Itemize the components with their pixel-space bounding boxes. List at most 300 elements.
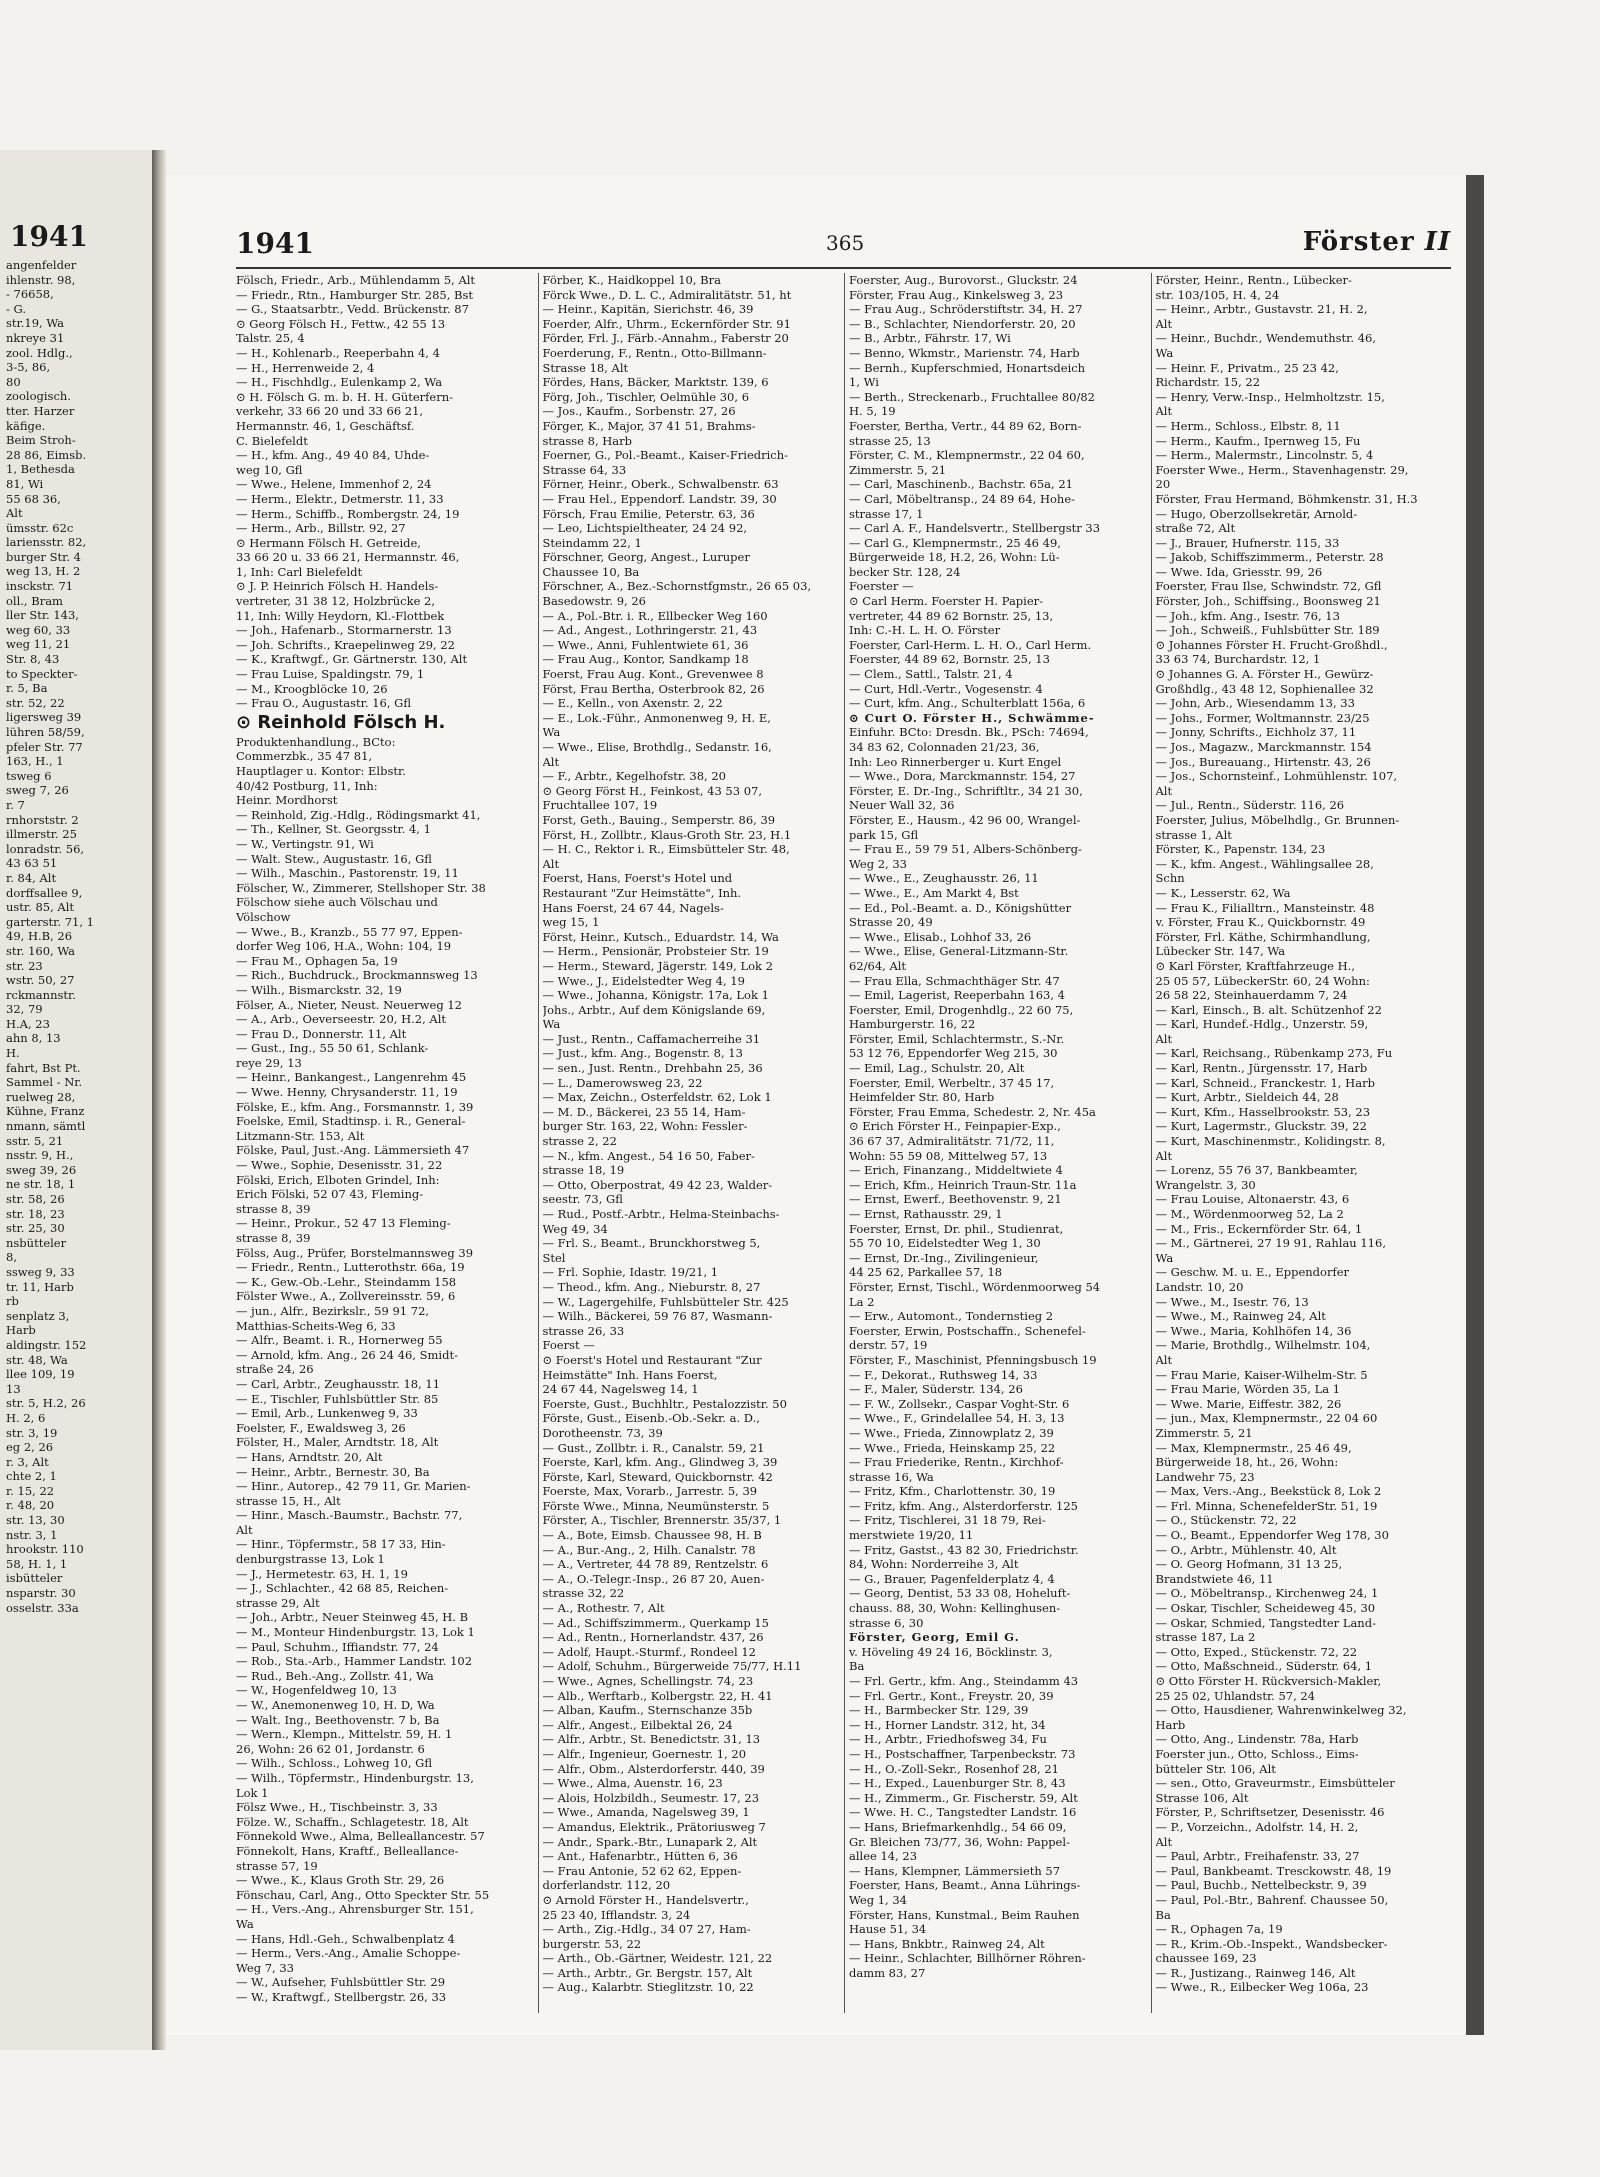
left-page-line: weg 60, 33 <box>6 622 71 637</box>
directory-entry: Förster, C. M., Klempnermstr., 22 04 60, <box>849 448 1085 463</box>
left-page-line: hrookstr. 110 <box>6 1542 84 1557</box>
directory-entry: Inh: Leo Rinnerberger u. Kurt Engel <box>849 754 1062 769</box>
directory-entry: — Kurt, Arbtr., Sieldeich 44, 28 <box>1155 1090 1339 1105</box>
directory-entry: — John, Arb., Wiesendamm 13, 33 <box>1155 696 1355 711</box>
directory-entry: Först, H., Zollbtr., Klaus-Groth Str. 23, H.1 <box>542 827 792 842</box>
left-page-line: nmann, sämtl <box>6 1119 86 1134</box>
directory-entry: — Ernst, Rathausstr. 29, 1 <box>849 1207 1003 1221</box>
directory-entry: — Hans, Hdl.-Geh., Schwalbenplatz 4 <box>236 1931 455 1946</box>
directory-entry: derstr. 57, 19 <box>849 1338 928 1353</box>
left-page-line: 3-5, 86, <box>6 360 51 375</box>
directory-entry: — Lorenz, 55 76 37, Bankbeamter, <box>1155 1163 1358 1178</box>
directory-entry: Schn <box>1155 871 1185 886</box>
directory-entry: — Carl, Maschinenb., Bachstr. 65a, 21 <box>849 477 1073 492</box>
left-page-line: tsweg 6 <box>6 768 52 783</box>
directory-entry: ⊙ Reinhold Fölsch H. <box>236 711 446 733</box>
left-page-line: 80 <box>6 374 21 389</box>
directory-entry: 40/42 Postburg, 11, Inh: <box>236 778 378 793</box>
left-page-line: isbütteler <box>6 1571 63 1586</box>
left-page-line: 8, <box>6 1250 17 1265</box>
directory-entry: — Alois, Holzbildh., Seumestr. 17, 23 <box>542 1790 760 1805</box>
directory-entry: — G., Brauer, Pagenfelderplatz 4, 4 <box>849 1571 1055 1586</box>
left-page-line: Sammel - Nr. <box>6 1075 83 1090</box>
directory-entry: — Carl G., Klempnermstr., 25 46 49, <box>849 535 1061 550</box>
left-page-line: senplatz 3, <box>6 1308 70 1323</box>
directory-entry: ⊙ Carl Herm. Foerster H. Papier- <box>849 594 1044 609</box>
directory-entry: Basedowstr. 9, 26 <box>542 594 646 609</box>
directory-entry: — Hans, Klempner, Lämmersieth 57 <box>849 1863 1061 1878</box>
directory-entry: — Otto, Oberpostrat, 49 42 23, Walder- <box>542 1177 773 1192</box>
directory-entry: — H., Vers.-Ang., Ahrensburger Str. 151, <box>236 1902 474 1917</box>
directory-entry: — Carl, Möbeltransp., 24 89 64, Hohe- <box>849 491 1076 506</box>
directory-entry: — A., Bur.-Ang., 2, Hilh. Canalstr. 78 <box>542 1542 756 1557</box>
directory-entry: — Wwe., M., Rainweg 24, Alt <box>1155 1309 1326 1324</box>
directory-entry: strasse 15, H., Alt <box>236 1493 341 1508</box>
left-page-line: ller Str. 143, <box>6 608 79 623</box>
directory-entry: — Joh. Schrifts., Kraepelinweg 29, 22 <box>236 637 455 652</box>
left-page-line: weg 11, 21 <box>6 637 71 652</box>
directory-entry: vertreter, 31 38 12, Holzbrücke 2, <box>236 594 436 609</box>
directory-entry: Förster, Hans, Kunstmal., Beim Rauhen <box>849 1907 1080 1922</box>
directory-entry: 53 12 76, Eppendorfer Weg 215, 30 <box>849 1046 1058 1061</box>
left-page-line: r. 3, Alt <box>6 1454 49 1469</box>
directory-entry: — Frl. Gertr., kfm. Ang., Steindamm 43 <box>849 1674 1079 1688</box>
directory-entry: — F. W., Zollsekr., Caspar Voght-Str. 6 <box>849 1396 1070 1411</box>
directory-entry: — Arnold, kfm. Ang., 26 24 46, Smidt- <box>236 1347 458 1362</box>
directory-column-3 <box>844 273 1145 2013</box>
page-number: 365 <box>826 231 865 255</box>
left-page-line: eg 2, 26 <box>6 1440 54 1455</box>
directory-entry: Fölser, A., Nieter, Neust. Neuerweg 12 <box>236 997 462 1012</box>
directory-entry: — R., Ophagen 7a, 19 <box>1155 1922 1283 1937</box>
directory-entry: — Friedr., Rentn., Lutterothstr. 66a, 19 <box>236 1260 465 1275</box>
directory-entry: Foerster, Emil, Drogenhdlg., 22 60 75, <box>849 1002 1074 1017</box>
directory-entry: vertreter, 44 89 62 Bornstr. 25, 13, <box>849 608 1054 623</box>
directory-entry: — H., Horner Landstr. 312, ht, 34 <box>849 1717 1046 1732</box>
left-page-line: pfeler Str. 77 <box>6 739 83 754</box>
header-year: 1941 <box>236 227 314 260</box>
left-page-line: r. 15, 22 <box>6 1483 55 1498</box>
directory-entry: — Georg, Dentist, 53 33 08, Hoheluft- <box>849 1586 1071 1601</box>
directory-entry: Fölster Wwe., A., Zollvereinsstr. 59, 6 <box>236 1289 456 1304</box>
left-page-line: sweg 7, 26 <box>6 783 69 798</box>
directory-entry: Alt <box>542 856 560 871</box>
directory-entry: — Erw., Automont., Tondernstieg 2 <box>849 1309 1054 1324</box>
directory-entry: — Jos., Kaufm., Sorbenstr. 27, 26 <box>542 404 736 419</box>
directory-entry: — H., Barmbecker Str. 129, 39 <box>849 1703 1029 1718</box>
directory-column-2 <box>538 273 839 2013</box>
directory-entry: — Bernh., Kupferschmied, Honartsdeich <box>849 360 1086 375</box>
directory-entry: — Wwe., R., Eilbecker Weg 106a, 23 <box>1155 1980 1369 1995</box>
directory-entry: Alt <box>1155 1834 1173 1849</box>
directory-entry: — Heinr., Prokur., 52 47 13 Fleming- <box>236 1216 451 1231</box>
directory-entry: — Wwe., Sophie, Desenisstr. 31, 22 <box>236 1158 443 1173</box>
directory-entry: — Heinr., Bankangest., Langenrehm 45 <box>236 1070 467 1085</box>
directory-entry: — Johs., Former, Woltmannstr. 23/25 <box>1155 710 1370 725</box>
directory-entry: — A., Vertreter, 44 78 89, Rentzelstr. 6 <box>542 1557 769 1572</box>
directory-entry: Fönschau, Carl, Ang., Otto Speckter Str. 55 <box>236 1887 490 1902</box>
directory-entry: — E., Tischler, Fuhlsbüttler Str. 85 <box>236 1391 439 1406</box>
directory-entry: — Hinr., Autorep., 42 79 11, Gr. Marien- <box>236 1479 471 1494</box>
directory-entry: — J., Hermetestr. 63, H. 1, 19 <box>236 1566 408 1581</box>
left-page-line: H.A, 23 <box>6 1016 50 1031</box>
directory-entry: strasse 8, 39 <box>236 1201 311 1216</box>
directory-entry: — Heinr., Schlachter, Billhörner Röhren- <box>849 1951 1086 1966</box>
directory-entry: — Wilh., Töpfermstr., Hindenburgstr. 13, <box>236 1770 474 1785</box>
directory-entry: — Carl A. F., Handelsvertr., Stellbergstr 33 <box>849 521 1101 536</box>
directory-entry: Förster, E. Dr.-Ing., Schriftltr., 34 21 30, <box>849 783 1083 798</box>
directory-entry: ⊙ H. Fölsch G. m. b. H. H. Güterfern- <box>236 389 454 404</box>
left-page-line: to Speckter- <box>6 666 78 681</box>
directory-entry: Foerster, Frau Ilse, Schwindstr. 72, Gfl <box>1155 579 1382 594</box>
directory-entry: Förner, Heinr., Oberk., Schwalbenstr. 63 <box>542 477 779 492</box>
directory-entry: — Theod., kfm. Ang., Nieburstr. 8, 27 <box>542 1279 761 1294</box>
directory-entry: Förste, Gust., Eisenb.-Ob.-Sekr. a. D., <box>542 1411 760 1426</box>
directory-entry: — Amandus, Elektrik., Prätoriusweg 7 <box>542 1819 766 1834</box>
directory-entry: — Frau Luise, Spaldingstr. 79, 1 <box>236 667 425 682</box>
directory-entry: — Hinr., Töpfermstr., 58 17 33, Hin- <box>236 1537 446 1552</box>
directory-entry: — Heinr., Arbtr., Gustavstr. 21, H. 2, <box>1155 302 1368 317</box>
directory-entry: Hermannstr. 46, 1, Geschäftsf. <box>236 418 415 433</box>
directory-entry: — Just., Rentn., Caffamacherreihe 31 <box>542 1031 761 1046</box>
directory-entry: Foerster, 44 89 62, Bornstr. 25, 13 <box>849 652 1050 667</box>
directory-entry: dorferlandstr. 112, 20 <box>542 1878 671 1893</box>
directory-entry: strasse 57, 19 <box>236 1858 318 1873</box>
directory-entry: Förste Wwe., Minna, Neumünsterstr. 5 <box>542 1498 770 1513</box>
directory-entry: Förster, Heinr., Rentn., Lübecker- <box>1155 273 1352 287</box>
directory-entry: — H., Postschaffner, Tarpenbeckstr. 73 <box>849 1746 1076 1761</box>
directory-entry: — H., Kohlenarb., Reeperbahn 4, 4 <box>236 345 440 360</box>
left-page-line: str. 23 <box>6 958 43 973</box>
directory-entry: — Wwe., Anni, Fuhlentwiete 61, 36 <box>542 637 749 652</box>
directory-entry: 33 66 20 u. 33 66 21, Hermannstr. 46, <box>236 550 460 565</box>
left-page-line: ustr. 85, Alt <box>6 900 75 915</box>
directory-entry: chauss. 88, 30, Wohn: Kellinghusen- <box>849 1601 1061 1616</box>
directory-entry: — W., Lagergehilfe, Fuhlsbütteler Str. 425 <box>542 1294 789 1309</box>
directory-entry: Förschner, Georg, Angest., Luruper <box>542 550 750 565</box>
directory-entry: Foelster, F., Ewaldsweg 3, 26 <box>236 1420 406 1435</box>
directory-entry: — Oskar, Schmied, Tangstedter Land- <box>1155 1615 1376 1630</box>
directory-entry: Wa <box>542 1017 561 1032</box>
directory-entry: Foerste, Gust., Buchhltr., Pestalozzistr. 50 <box>542 1396 787 1411</box>
directory-entry: — sen., Otto, Graveurmstr., Eimsbütteler <box>1155 1776 1395 1791</box>
left-page-line: Beim Stroh- <box>6 433 76 448</box>
left-page-line: tr. 11, Harb <box>6 1279 74 1294</box>
directory-entry: — Otto, Exped., Stückenstr. 72, 22 <box>1155 1644 1358 1659</box>
directory-entry: Foerster, Hans, Beamt., Anna Lührings- <box>849 1878 1081 1893</box>
directory-entry: bütteler Str. 106, Alt <box>1155 1761 1276 1776</box>
directory-entry: strasse 26, 33 <box>542 1323 625 1338</box>
directory-entry: — Wwe., K., Klaus Groth Str. 29, 26 <box>236 1873 445 1888</box>
directory-entry: strasse 8, 39 <box>236 1231 311 1245</box>
left-page-line: insckstr. 71 <box>6 579 74 594</box>
left-page-line: sweg 39, 26 <box>6 1162 77 1177</box>
left-page-line: ihlenstr. 98, <box>6 272 76 287</box>
directory-entry: — Frau Aug., Schröderstiftstr. 34, H. 27 <box>849 302 1083 317</box>
directory-entry: v. Höveling 49 24 16, Böcklinstr. 3, <box>849 1644 1053 1659</box>
directory-entry: — Curt, Hdl.-Vertr., Vogesenstr. 4 <box>849 681 1043 696</box>
directory-entry: Foerner, G., Pol.-Beamt., Kaiser-Friedrich- <box>542 448 789 463</box>
left-page-year: 1941 <box>10 220 88 253</box>
directory-entry: — Wwe., Elise, General-Litzmann-Str. <box>849 944 1069 959</box>
directory-entry: Fölss, Aug., Prüfer, Borstelmannsweg 39 <box>236 1245 474 1260</box>
directory-entry: La 2 <box>849 1294 875 1309</box>
directory-entry: — O., Beamt., Eppendorfer Weg 178, 30 <box>1155 1528 1389 1543</box>
directory-entry: Förster, P., Schriftsetzer, Desenisstr. 46 <box>1155 1805 1385 1820</box>
directory-entry: — Frau O., Augustastr. 16, Gfl <box>236 696 411 711</box>
header-keyword-text: Förster <box>1302 227 1415 257</box>
directory-entry: Produktenhandlung., BCto: <box>236 734 396 749</box>
directory-entry: — Jos., Schornsteinf., Lohmühlenstr. 107, <box>1155 769 1398 784</box>
directory-entry: — Leo, Lichtspieltheater, 24 24 92, <box>542 521 748 536</box>
directory-entry: Fölster, H., Maler, Arndtstr. 18, Alt <box>236 1435 439 1450</box>
directory-entry: Commerzbk., 35 47 81, <box>236 749 373 764</box>
directory-entry: — Karl, Reichsang., Rübenkamp 273, Fu <box>1155 1046 1393 1061</box>
directory-entry: Foerster jun., Otto, Schloss., Eims- <box>1155 1746 1359 1761</box>
directory-entry: — Erich, Kfm., Heinrich Traun-Str. 11a <box>849 1177 1077 1192</box>
directory-entry: ⊙ Hermann Fölsch H. Getreide, <box>236 535 421 550</box>
directory-entry: — Jakob, Schiffszimmerm., Peterstr. 28 <box>1155 550 1384 565</box>
directory-entry: Foelske, Emil, Stadtinsp. i. R., General- <box>236 1114 466 1129</box>
directory-entry: — Alfr., Angest., Eilbektal 26, 24 <box>542 1717 733 1732</box>
directory-entry: Förster, Joh., Schiffsing., Boonsweg 21 <box>1155 594 1381 609</box>
directory-entry: — Joh., Hafenarb., Stormarnerstr. 13 <box>236 623 452 638</box>
directory-entry: ⊙ Curt O. Förster H., Schwämme- <box>849 710 1095 725</box>
directory-entry: — Otto, Ang., Lindenstr. 78a, Harb <box>1155 1732 1359 1747</box>
directory-entry: Stel <box>542 1250 566 1265</box>
directory-entry: — Rud., Beh.-Ang., Zollstr. 41, Wa <box>236 1668 434 1683</box>
directory-entry: — W., Kraftwgf., Stellbergstr. 26, 33 <box>236 1989 447 2004</box>
left-page-line: 81, Wi <box>6 476 44 491</box>
directory-entry: Fruchtallee 107, 19 <box>542 798 658 813</box>
directory-entry: — G., Staatsarbtr., Vedd. Brückenstr. 87 <box>236 302 469 317</box>
directory-entry: Völschow <box>236 909 291 924</box>
directory-entry: dorfer Weg 106, H.A., Wohn: 104, 19 <box>236 939 452 954</box>
directory-entry: — O. Georg Hofmann, 31 13 25, <box>1155 1557 1343 1572</box>
directory-entry: — Wwe. Ida, Griesstr. 99, 26 <box>1155 564 1323 579</box>
directory-entry: Foerste, Max, Vorarb., Jarrestr. 5, 39 <box>542 1484 758 1499</box>
directory-entry: Landwehr 75, 23 <box>1155 1469 1255 1484</box>
directory-entry: Foerster — <box>849 579 914 594</box>
directory-entry: — Herm., Schiffb., Rombergstr. 24, 19 <box>236 506 460 521</box>
directory-entry: — Wwe., Elise, Brothdlg., Sedanstr. 16, <box>542 740 772 754</box>
directory-entry: 1, Wi <box>849 375 879 390</box>
directory-entry: burger Str. 163, 22, Wohn: Fessler- <box>542 1119 748 1134</box>
left-page-line: weg 13, H. 2 <box>6 564 81 579</box>
left-page-line: angenfelder <box>6 258 77 272</box>
directory-entry: — Clem., Sattl., Talstr. 21, 4 <box>849 667 1013 682</box>
directory-entry: — E., Kelln., von Axenstr. 2, 22 <box>542 696 723 711</box>
directory-entry: Foerder, Alfr., Uhrm., Eckernförder Str. 91 <box>542 316 791 331</box>
directory-entry: — F., Arbtr., Kegelhofstr. 38, 20 <box>542 769 726 784</box>
directory-entry: ⊙ Karl Förster, Kraftfahrzeuge H., <box>1155 958 1355 973</box>
directory-entry: strasse 8, Harb <box>542 433 633 448</box>
directory-entry: — Just., kfm. Ang., Bogenstr. 8, 13 <box>542 1046 743 1061</box>
directory-entry: — Walt. Ing., Beethovenstr. 7 b, Ba <box>236 1712 440 1727</box>
book-spine <box>152 150 166 2050</box>
directory-entry: — O., Möbeltransp., Kirchenweg 24, 1 <box>1155 1586 1379 1601</box>
directory-entry: — Joh., kfm. Ang., Isestr. 76, 13 <box>1155 608 1340 623</box>
directory-entry: — Frau Hel., Eppendorf. Landstr. 39, 30 <box>542 491 777 506</box>
directory-entry: — Frau Marie, Kaiser-Wilhelm-Str. 5 <box>1155 1367 1368 1382</box>
directory-entry: park 15, Gfl <box>849 827 919 842</box>
directory-entry: — Fritz, Tischlerei, 31 18 79, Rei- <box>849 1513 1046 1528</box>
directory-entry: — Arth., Zig.-Hdlg., 34 07 27, Ham- <box>542 1922 751 1937</box>
directory-entry: strasse 1, Alt <box>1155 827 1232 842</box>
directory-entry: weg 10, Gfl <box>236 462 303 477</box>
directory-entry: Forst, Geth., Bauing., Semperstr. 86, 39 <box>542 812 776 827</box>
directory-entry: strasse 18, 19 <box>542 1163 625 1178</box>
directory-entry: strasse 6, 30 <box>849 1615 924 1630</box>
directory-entry: — Frau Ella, Schmachthäger Str. 47 <box>849 973 1060 988</box>
left-page-line: nsstr. 9, H., <box>6 1148 74 1163</box>
directory-entry: Ba <box>1155 1907 1171 1922</box>
left-page-line: nsparstr. 30 <box>6 1586 76 1601</box>
directory-entry: H. 5, 19 <box>849 404 896 419</box>
directory-entry: merstwiete 19/20, 11 <box>849 1528 974 1543</box>
directory-entry: ⊙ J. P. Heinrich Fölsch H. Handels- <box>236 579 439 594</box>
directory-entry: — Heinr., Kapitän, Sierichstr. 46, 39 <box>542 302 754 317</box>
directory-entry: — Paul, Bankbeamt. Tresckowstr. 48, 19 <box>1155 1863 1392 1878</box>
directory-entry: — O., Stückenstr. 72, 22 <box>1155 1513 1297 1528</box>
directory-entry: — Herm., Elektr., Detmerstr. 11, 33 <box>236 491 444 506</box>
directory-entry: — B., Arbtr., Fährstr. 17, Wi <box>849 331 1011 346</box>
directory-entry: Förster, Ernst, Tischl., Wördenmoorweg 54 <box>849 1279 1101 1294</box>
directory-entry: Alt <box>542 754 560 769</box>
directory-entry: — Kurt, Kfm., Hasselbrookstr. 53, 23 <box>1155 1104 1371 1119</box>
directory-entry: — sen., Just. Rentn., Drehbahn 25, 36 <box>542 1061 763 1076</box>
directory-entry: Bürgerweide 18, ht., 26, Wohn: <box>1155 1455 1339 1470</box>
directory-entry: strasse 25, 13 <box>849 433 931 448</box>
directory-entry: Alt <box>1155 1031 1173 1046</box>
directory-entry: — Ad., Schiffszimmerm., Querkamp 15 <box>542 1615 770 1630</box>
directory-entry: 62/64, Alt <box>849 958 907 973</box>
directory-entry: — M., Wördenmoorweg 52, La 2 <box>1155 1207 1344 1221</box>
directory-entry: — Paul, Pol.-Btr., Bahrenf. Chaussee 50, <box>1155 1892 1389 1907</box>
directory-entry: Weg 7, 33 <box>236 1960 294 1975</box>
directory-entry: — Frl. S., Beamt., Brunckhorstweg 5, <box>542 1236 761 1251</box>
directory-entry: — Frau D., Donnerstr. 11, Alt <box>236 1026 407 1041</box>
directory-entry: — Frau M., Ophagen 5a, 19 <box>236 953 398 968</box>
directory-entry: — Wwe. Henny, Chrysanderstr. 11, 19 <box>236 1085 458 1100</box>
directory-entry: Fölske, Paul, Just.-Ang. Lämmersieth 47 <box>236 1143 470 1158</box>
left-page-line: - 76658, <box>6 287 54 302</box>
directory-entry: weg 15, 1 <box>542 915 600 930</box>
directory-entry: ⊙ Otto Förster H. Rückversich-Makler, <box>1155 1674 1382 1688</box>
directory-entry: 11, Inh: Willy Heydorn, Kl.-Flottbek <box>236 608 445 623</box>
left-page-line: dorffsallee 9, <box>6 885 83 900</box>
directory-entry: denburgstrasse 13, Lok 1 <box>236 1552 385 1567</box>
directory-entry: — Karl, Rentn., Jürgensstr. 17, Harb <box>1155 1061 1368 1076</box>
directory-entry: — Joh., Schweiß., Fuhlsbütter Str. 189 <box>1155 623 1380 638</box>
directory-entry: — Paul, Buchb., Nettelbeckstr. 9, 39 <box>1155 1878 1367 1893</box>
left-page-line: oll., Bram <box>6 593 63 608</box>
left-page-line: str. 13, 30 <box>6 1513 65 1528</box>
directory-entry: — Alb., Werftarb., Kolbergstr. 22, H. 41 <box>542 1688 773 1703</box>
directory-entry: verkehr, 33 66 20 und 33 66 21, <box>236 404 424 419</box>
left-page-line: lühren 58/59, <box>6 725 85 739</box>
directory-entry: Steindamm 22, 1 <box>542 535 642 550</box>
directory-entry: — Reinhold, Zig.-Hdlg., Rödingsmarkt 41, <box>236 807 481 822</box>
directory-entry: — H., Exped., Lauenburger Str. 8, 43 <box>849 1776 1066 1791</box>
directory-entry: 26 58 22, Steinhauerdamm 7, 24 <box>1155 988 1348 1003</box>
directory-entry: — A., Bote, Eimsb. Chaussee 98, H. B <box>542 1528 762 1543</box>
left-page-line: rckmannstr. <box>6 987 76 1002</box>
directory-entry: — E., Lok.-Führ., Anmonenweg 9, H. E, <box>542 710 771 725</box>
directory-entry: Fölscher, W., Zimmerer, Stellshoper Str. 38 <box>236 880 486 895</box>
directory-entry: Först, Frau Bertha, Osterbrook 82, 26 <box>542 681 765 696</box>
directory-entry: — Wwe. H. C., Tangstedter Landstr. 16 <box>849 1805 1077 1820</box>
directory-entry: — Wilh., Bäckerei, 59 76 87, Wasmann- <box>542 1309 773 1324</box>
directory-entry: — Alfr., Beamt. i. R., Hornerweg 55 <box>236 1333 443 1348</box>
directory-entry: Fördes, Hans, Bäcker, Marktstr. 139, 6 <box>542 375 769 390</box>
left-page-line: ahn 8, 13 <box>6 1031 61 1046</box>
directory-entry: — Kurt, Lagermstr., Gluckstr. 39, 22 <box>1155 1119 1367 1134</box>
directory-entry: 36 67 37, Admiralitätstr. 71/72, 11, <box>849 1134 1055 1149</box>
directory-entry: allee 14, 23 <box>849 1849 918 1864</box>
directory-entry: — F., Maler, Süderstr. 134, 26 <box>849 1382 1023 1397</box>
directory-entry: Förster, K., Papenstr. 134, 23 <box>1155 842 1326 857</box>
directory-entry: — Rud., Postf.-Arbtr., Helma-Steinbachs- <box>542 1207 780 1221</box>
directory-entry: — Herm., Schloss., Elbstr. 8, 11 <box>1155 418 1341 433</box>
directory-entry: straße 24, 26 <box>236 1362 314 1377</box>
directory-entry: Landstr. 10, 20 <box>1155 1279 1244 1294</box>
directory-entry: — Wwe., Helene, Immenhof 2, 24 <box>236 477 432 492</box>
left-page-line: aldingstr. 152 <box>6 1337 87 1352</box>
directory-entry: 25 25 02, Uhlandstr. 57, 24 <box>1155 1688 1316 1703</box>
directory-entry: — K., Lesserstr. 62, Wa <box>1155 885 1291 900</box>
directory-entry: Fölske, E., kfm. Ang., Forsmannstr. 1, 39 <box>236 1099 474 1114</box>
directory-entry: — Hans, Bnkbtr., Rainweg 24, Alt <box>849 1936 1045 1951</box>
directory-entry: Zimmerstr. 5, 21 <box>1155 1425 1253 1440</box>
directory-entry: — Erich, Finanzang., Middeltwiete 4 <box>849 1163 1063 1178</box>
directory-entry: Förste, Karl, Steward, Quickbornstr. 42 <box>542 1469 773 1484</box>
directory-entry: Richardstr. 15, 22 <box>1155 375 1261 390</box>
directory-entry: — Berth., Streckenarb., Fruchtallee 80/82 <box>849 389 1095 404</box>
directory-entry: Einfuhr. BCto: Dresdn. Bk., PSch: 74694, <box>849 725 1089 740</box>
left-page-line: ne str. 18, 1 <box>6 1177 76 1192</box>
left-page-line: Harb <box>6 1323 36 1338</box>
directory-entry: — Wwe., Alma, Auenstr. 16, 23 <box>542 1776 723 1791</box>
directory-entry: ⊙ Arnold Förster H., Handelsvertr., <box>542 1892 749 1907</box>
left-page-line: ümsstr. 62c <box>6 520 74 535</box>
directory-entry: chaussee 169, 23 <box>1155 1951 1257 1966</box>
directory-entry: — Jos., Bureauang., Hirtenstr. 43, 26 <box>1155 754 1371 769</box>
directory-entry: — jun., Max, Klempnermstr., 22 04 60 <box>1155 1411 1378 1426</box>
directory-entry: — Frau Louise, Altonaerstr. 43, 6 <box>1155 1192 1350 1207</box>
directory-entry: Weg 49, 34 <box>542 1221 608 1236</box>
left-page-line: osselstr. 33a <box>6 1600 79 1615</box>
directory-entry: Foerst — <box>542 1338 595 1353</box>
header-rule <box>236 267 1451 269</box>
left-page-line: burger Str. 4 <box>6 549 81 564</box>
directory-entry: — H. C., Rektor i. R., Eimsbütteler Str. 48, <box>542 842 790 857</box>
directory-entry: Förschner, A., Bez.-Schornstfgmstr., 26 65 03, <box>542 579 812 594</box>
directory-entry: — Fritz, kfm. Ang., Alsterdorferstr. 125 <box>849 1498 1078 1513</box>
directory-entry: — F., Dekorat., Ruthsweg 14, 33 <box>849 1367 1038 1382</box>
left-page-line: ruelweg 28, <box>6 1089 76 1104</box>
directory-entry: Wa <box>1155 345 1174 360</box>
directory-entry: — O., Arbtr., Mühlenstr. 40, Alt <box>1155 1542 1337 1557</box>
directory-entry: — N., kfm. Angest., 54 16 50, Faber- <box>542 1148 755 1163</box>
directory-entry: — Wwe., E., Am Markt 4, Bst <box>849 885 1019 900</box>
directory-entry: 24 67 44, Nagelsweg 14, 1 <box>542 1382 699 1397</box>
directory-entry: — K., Gew.-Ob.-Lehr., Steindamm 158 <box>236 1274 457 1289</box>
directory-entry: Wohn: 55 59 08, Mittelweg 57, 13 <box>849 1148 1048 1163</box>
left-page-line: r. 48, 20 <box>6 1498 55 1513</box>
directory-entry: — A., Pol.-Btr. i. R., Ellbecker Weg 160 <box>542 608 768 623</box>
left-page-line: str.19, Wa <box>6 316 65 331</box>
